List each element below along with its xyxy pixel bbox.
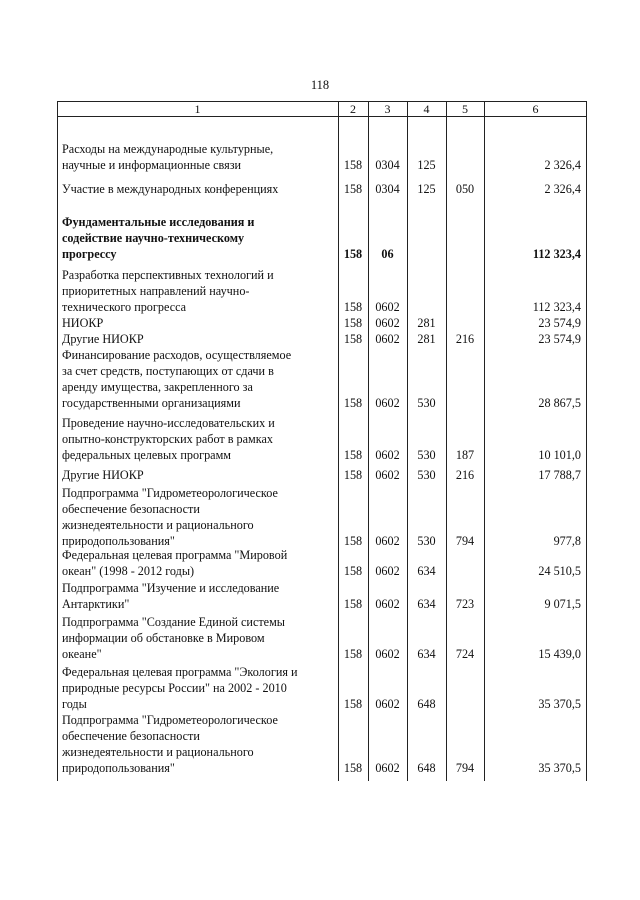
description-line: Проведение научно-исследовательских и	[62, 416, 275, 430]
code-chapter: 158	[343, 468, 363, 482]
row-description	[62, 214, 332, 262]
code-section: 0602	[375, 468, 400, 482]
amount: 977,8	[553, 534, 581, 548]
table-row	[57, 614, 587, 662]
amount: 112 323,4	[532, 247, 581, 261]
description-line: прогрессу	[62, 247, 117, 261]
code-expense-type: 724	[455, 647, 475, 661]
amount: 9 071,5	[544, 597, 581, 611]
description-line: Подпрограмма "Создание Единой системы	[62, 615, 285, 629]
code-target-item: 634	[417, 564, 436, 578]
description-line: Подпрограмма "Гидрометеорологическое	[62, 486, 278, 500]
code-target-item: 530	[417, 534, 436, 548]
code-target-item: 125	[417, 158, 436, 172]
amount: 17 788,7	[538, 468, 581, 482]
code-section: 0304	[375, 158, 400, 172]
header-col-5: 5	[462, 102, 468, 116]
description-line: аренду имущества, закрепленного за	[62, 380, 253, 394]
code-expense-type: 050	[455, 182, 475, 196]
description-line: Антарктики"	[62, 597, 130, 611]
description-line: Другие НИОКР	[62, 468, 144, 482]
table-row	[57, 347, 587, 411]
description-line: приоритетных направлений научно-	[62, 284, 250, 298]
code-target-item: 634	[417, 647, 436, 661]
table-row	[57, 485, 587, 549]
header-col-2: 2	[350, 102, 356, 116]
code-section: 0304	[375, 182, 400, 196]
code-chapter: 158	[343, 597, 363, 611]
description-line: природопользования"	[62, 534, 175, 548]
code-section: 0602	[375, 697, 400, 711]
header-col-1: 1	[194, 102, 201, 116]
header-col-6: 6	[532, 102, 539, 116]
table-row	[57, 580, 587, 612]
description-line: Федеральная целевая программа "Мировой	[62, 548, 288, 562]
description-line: за счет средств, поступающих от сдачи в	[62, 364, 274, 378]
table-row	[57, 315, 587, 331]
row-description	[62, 331, 332, 347]
row-description	[62, 580, 332, 612]
code-chapter: 158	[343, 247, 363, 261]
code-section: 0602	[375, 332, 400, 346]
description-line: Подпрограмма "Гидрометеорологическое	[62, 713, 278, 727]
code-expense-type: 216	[455, 332, 475, 346]
code-expense-type: 794	[455, 761, 475, 775]
row-description	[62, 315, 332, 331]
description-line: Участие в международных конференциях	[62, 182, 279, 196]
table-row	[57, 467, 587, 483]
row-description	[62, 664, 332, 712]
description-line: информации об обстановке в Мировом	[62, 631, 265, 645]
description-line: содействие научно-техническому	[62, 231, 245, 245]
code-expense-type: 187	[455, 448, 475, 462]
description-line: обеспечение безопасности	[62, 729, 200, 743]
row-description	[62, 712, 332, 776]
code-target-item: 281	[417, 316, 436, 330]
code-target-item: 281	[417, 332, 436, 346]
description-line: Подпрограмма "Изучение и исследование	[62, 581, 280, 595]
code-section: 0602	[375, 534, 400, 548]
table-row	[57, 712, 587, 776]
amount: 24 510,5	[538, 564, 581, 578]
table-row	[57, 664, 587, 712]
table-row	[57, 331, 587, 347]
row-description	[62, 415, 332, 463]
description-line: океане"	[62, 647, 102, 661]
description-line: технического прогресса	[62, 300, 187, 314]
header-col-4: 4	[423, 102, 430, 116]
description-line: Федеральная целевая программа "Экология и	[62, 665, 298, 679]
description-line: природные ресурсы России" на 2002 - 2010	[62, 681, 287, 695]
amount: 35 370,5	[538, 761, 581, 775]
description-line: годы	[62, 697, 87, 711]
description-line: обеспечение безопасности	[62, 502, 200, 516]
amount: 2 326,4	[544, 182, 581, 196]
row-description	[62, 141, 332, 173]
amount: 23 574,9	[538, 332, 581, 346]
row-description	[62, 614, 332, 662]
code-expense-type: 216	[455, 468, 475, 482]
description-line: Разработка перспективных технологий и	[62, 268, 274, 282]
row-description	[62, 467, 332, 483]
header-col-3: 3	[384, 102, 391, 116]
description-line: государственными организациями	[62, 396, 241, 410]
code-section: 0602	[375, 396, 400, 410]
code-chapter: 158	[343, 158, 363, 172]
description-line: Финансирование расходов, осуществляемое	[62, 348, 292, 362]
budget-table	[57, 101, 587, 781]
row-description	[62, 181, 332, 197]
code-chapter: 158	[343, 697, 363, 711]
description-line: Фундаментальные исследования и	[62, 215, 255, 229]
row-description	[62, 347, 332, 411]
table-row	[57, 267, 587, 315]
amount: 112 323,4	[532, 300, 581, 314]
code-section: 0602	[375, 597, 400, 611]
amount: 28 867,5	[538, 396, 581, 410]
description-line: жизнедеятельности и рационального	[62, 518, 254, 532]
table-row	[57, 141, 587, 173]
row-description	[62, 267, 332, 315]
table-row	[57, 181, 587, 197]
code-chapter: 158	[343, 316, 363, 330]
code-chapter: 158	[343, 534, 363, 548]
code-section: 0602	[375, 448, 400, 462]
code-expense-type: 723	[455, 597, 475, 611]
amount: 10 101,0	[538, 448, 581, 462]
code-chapter: 158	[343, 564, 363, 578]
amount: 35 370,5	[538, 697, 581, 711]
code-section: 0602	[375, 761, 400, 775]
code-target-item: 530	[417, 448, 436, 462]
code-target-item: 648	[417, 761, 436, 775]
code-chapter: 158	[343, 396, 363, 410]
amount: 2 326,4	[544, 158, 581, 172]
code-target-item: 530	[417, 468, 436, 482]
code-chapter: 158	[343, 448, 363, 462]
description-line: Другие НИОКР	[62, 332, 144, 346]
amount: 15 439,0	[538, 647, 581, 661]
code-target-item: 648	[417, 697, 436, 711]
description-line: Расходы на международные культурные,	[62, 142, 274, 156]
amount: 23 574,9	[538, 316, 581, 330]
code-target-item: 530	[417, 396, 436, 410]
code-chapter: 158	[343, 182, 363, 196]
table-row	[57, 547, 587, 579]
description-line: опытно-конструкторских работ в рамках	[62, 432, 274, 446]
code-chapter: 158	[343, 300, 363, 314]
description-line: природопользования"	[62, 761, 175, 775]
description-line: НИОКР	[62, 316, 104, 330]
code-section: 0602	[375, 564, 400, 578]
description-line: федеральных целевых программ	[62, 448, 232, 462]
code-chapter: 158	[343, 761, 363, 775]
code-section: 0602	[375, 300, 400, 314]
code-target-item: 125	[417, 182, 436, 196]
code-expense-type: 794	[455, 534, 475, 548]
code-section: 06	[381, 247, 394, 261]
code-chapter: 158	[343, 647, 363, 661]
page-number: 118	[310, 78, 330, 92]
code-section: 0602	[375, 316, 400, 330]
code-chapter: 158	[343, 332, 363, 346]
row-description	[62, 547, 332, 579]
row-description	[62, 485, 332, 549]
description-line: жизнедеятельности и рационального	[62, 745, 254, 759]
table-row	[57, 214, 587, 262]
table-row	[57, 415, 587, 463]
table-header	[57, 101, 587, 117]
code-section: 0602	[375, 647, 400, 661]
code-target-item: 634	[417, 597, 436, 611]
description-line: океан" (1998 - 2012 годы)	[62, 564, 195, 578]
description-line: научные и информационные связи	[62, 158, 242, 172]
